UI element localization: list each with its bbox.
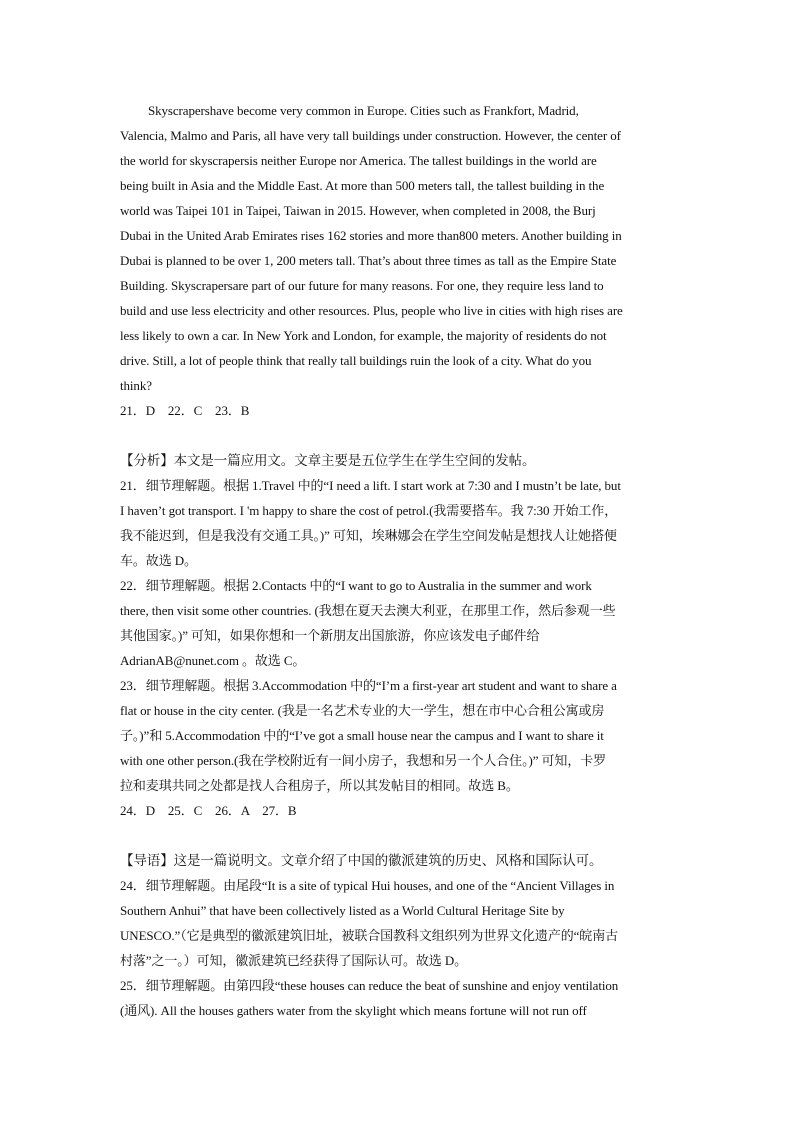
analysis-section-2: [120, 848, 680, 1023]
passage-line: Valencia, Malmo and Paris, all have very tall buildings under construction. However, the center of: [120, 128, 621, 143]
q24-explanation-line: Southern Anhui” that have been collectively listed as a World Cultural Heritage Site by: [120, 903, 565, 918]
analysis-section-1: [120, 448, 680, 798]
document-page: [120, 98, 680, 1023]
q21-explanation-line: 车。故选 D。: [120, 553, 197, 568]
q22-explanation-line: AdrianAB@nunet.com 。故选 C。: [120, 653, 306, 668]
passage-line: Skyscrapershave become very common in Europe. Cities such as Frankfort, Madrid,: [148, 103, 579, 118]
passage-line: build and use less electricity and other resources. Plus, people who live in cities with high rises are: [120, 303, 623, 318]
passage-line: Dubai in the United Arab Emirates rises 162 stories and more than800 meters. Another building in: [120, 228, 622, 243]
q24-explanation-line: 村落”之一。）可知，徽派建筑已经获得了国际认可。故选 D。: [120, 953, 468, 968]
q22-explanation-line: there, then visit some other countries. (我想在夏天去澳大利亚，在那里工作，然后参观一些: [120, 603, 616, 618]
q22-explanation-line: 其他国家。)” 可知，如果你想和一个新朋友出国旅游，你应该发电子邮件给: [120, 628, 540, 643]
passage-line: less likely to own a car. In New York and London, for example, the majority of residents do not: [120, 328, 607, 343]
passage-line: the world for skyscrapersis neither Europe nor America. The tallest buildings in the world are: [120, 153, 597, 168]
spacer: [120, 823, 680, 848]
analysis-header: 【分析】本文是一篇应用文。文章主要是五位学生在学生空间的发帖。: [120, 453, 536, 468]
q23-explanation-line: with one other person.(我在学校附近有一间小房子，我想和另一个人合住。)” 可知，卡罗: [120, 753, 607, 768]
answer-key-24-27: 24．D 25．C 26．A 27．B: [120, 803, 297, 818]
passage-line: world was Taipei 101 in Taipei, Taiwan in 2015. However, when completed in 2008, the Burj: [120, 203, 596, 218]
q23-explanation-line: flat or house in the city center. (我是一名艺术专业的大一学生，想在市中心合租公寓或房: [120, 703, 605, 718]
q23-explanation-line: 23．细节理解题。根据 3.Accommodation 中的“I’m a first-year art student and want to share a: [120, 678, 617, 693]
q25-explanation-line: 25．细节理解题。由第四段“these houses can reduce the beat of sunshine and enjoy ventilation: [120, 978, 619, 993]
q23-explanation-line: 拉和麦琪共同之处都是找人合租房子，所以其发帖目的相同。故选 B。: [120, 778, 519, 793]
answer-key-21-23: 21．D 22．C 23．B: [120, 403, 250, 418]
passage-line: Dubai is planned to be over 1, 200 meters tall. That’s about three times as tall as the Empire State: [120, 253, 617, 268]
q23-explanation-line: 子。)”和 5.Accommodation 中的“I’ve got a small house near the campus and I want to share it: [120, 728, 604, 743]
q25-explanation-line: (通风). All the houses gathers water from the skylight which means fortune will not run off: [120, 1003, 587, 1018]
passage: [120, 98, 680, 398]
spacer: [120, 423, 680, 448]
q24-explanation-line: UNESCO.”（它是典型的徽派建筑旧址，被联合国教科文组织列为世界文化遗产的“皖南古: [120, 928, 618, 943]
q21-explanation-line: I haven’t got transport. I 'm happy to share the cost of petrol.(我需要搭车。我 7:30 开始工作，: [120, 503, 618, 518]
passage-line: Building. Skyscrapersare part of our future for many reasons. For one, they require less land to: [120, 278, 604, 293]
q22-explanation-line: 22．细节理解题。根据 2.Contacts 中的“I want to go to Australia in the summer and work: [120, 578, 592, 593]
guide-header: 【导语】这是一篇说明文。文章介绍了中国的徽派建筑的历史、风格和国际认可。: [120, 853, 603, 868]
passage-line: being built in Asia and the Middle East. At more than 500 meters tall, the tallest building in the: [120, 178, 605, 193]
q21-explanation-line: 21．细节理解题。根据 1.Travel 中的“I need a lift. I start work at 7:30 and I mustn’t be late, but: [120, 478, 621, 493]
q24-explanation-line: 24．细节理解题。由尾段“It is a site of typical Hui houses, and one of the “Ancient Villages in: [120, 878, 615, 893]
passage-line: drive. Still, a lot of people think that really tall buildings ruin the look of a city. What do you: [120, 353, 592, 368]
passage-line: think?: [120, 378, 152, 393]
q21-explanation-line: 我不能迟到，但是我没有交通工具。)” 可知，埃琳娜会在学生空间发帖是想找人让她搭便: [120, 528, 617, 543]
